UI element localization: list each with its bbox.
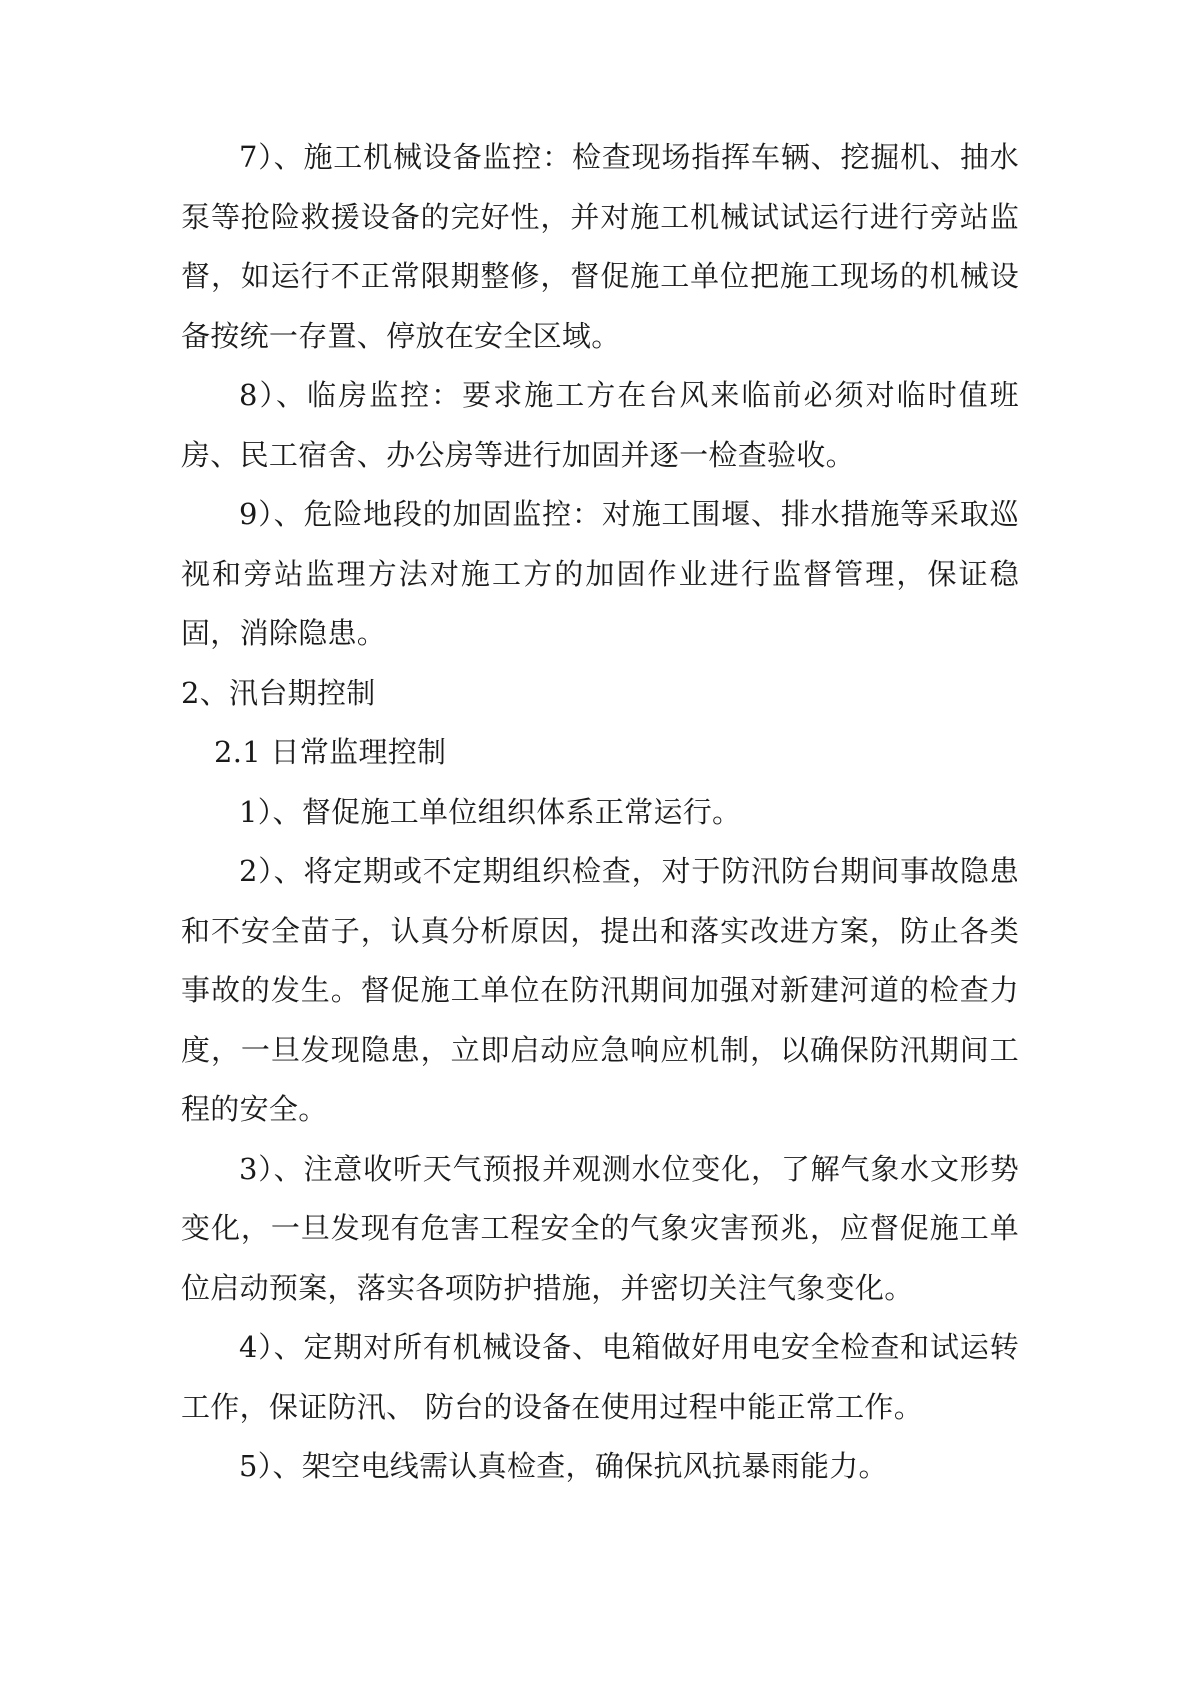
paragraph-item-2: 2）、将定期或不定期组织检查，对于防汛防台期间事故隐患和不安全苗子，认真分析原因，提出和落实改进方案，防止各类事故的发生。督促施工单位在防汛期间加强对新建河道的检查力度，一旦发现隐患，立即启动应急响应机制，以确保防汛期间工程的安全。 [181, 854, 1019, 1126]
paragraph-item-1: 1）、督促施工单位组织体系正常运行。 [239, 794, 742, 829]
paragraph-item-9: 9）、危险地段的加固监控：对施工围堰、排水措施等采取巡视和旁站监理方法对施工方的加固作业进行监督管理，保证稳固，消除隐患。 [181, 497, 1019, 650]
paragraph-item-5: 5）、架空电线需认真检查，确保抗风抗暴雨能力。 [239, 1449, 888, 1483]
subsection-heading: 2.1 日常监理控制 [214, 735, 447, 769]
document-body [181, 128, 1019, 1497]
paragraph-item-7: 7）、施工机械设备监控：检查现场指挥车辆、挖掘机、抽水泵等抢险救援设备的完好性，并对施工机械试试运行进行旁站监督，如运行不正常限期整修，督促施工单位把施工现场的机械设备按统一存置、停放在安全区域。 [181, 140, 1019, 353]
paragraph-item-4: 4）、定期对所有机械设备、电箱做好用电安全检查和试运转工作，保证防汛、 防台的设备在使用过程中能正常工作。 [181, 1330, 1019, 1424]
paragraph-item-8: 8）、临房监控：要求施工方在台风来临前必须对临时值班房、民工宿舍、办公房等进行加固并逐一检查验收。 [181, 378, 1019, 472]
paragraph-item-3: 3）、注意收听天气预报并观测水位变化，了解气象水文形势变化，一旦发现有危害工程安全的气象灾害预兆，应督促施工单位启动预案，落实各项防护措施，并密切关注气象变化。 [181, 1151, 1019, 1305]
section-heading: 2、汛台期控制 [181, 675, 376, 710]
